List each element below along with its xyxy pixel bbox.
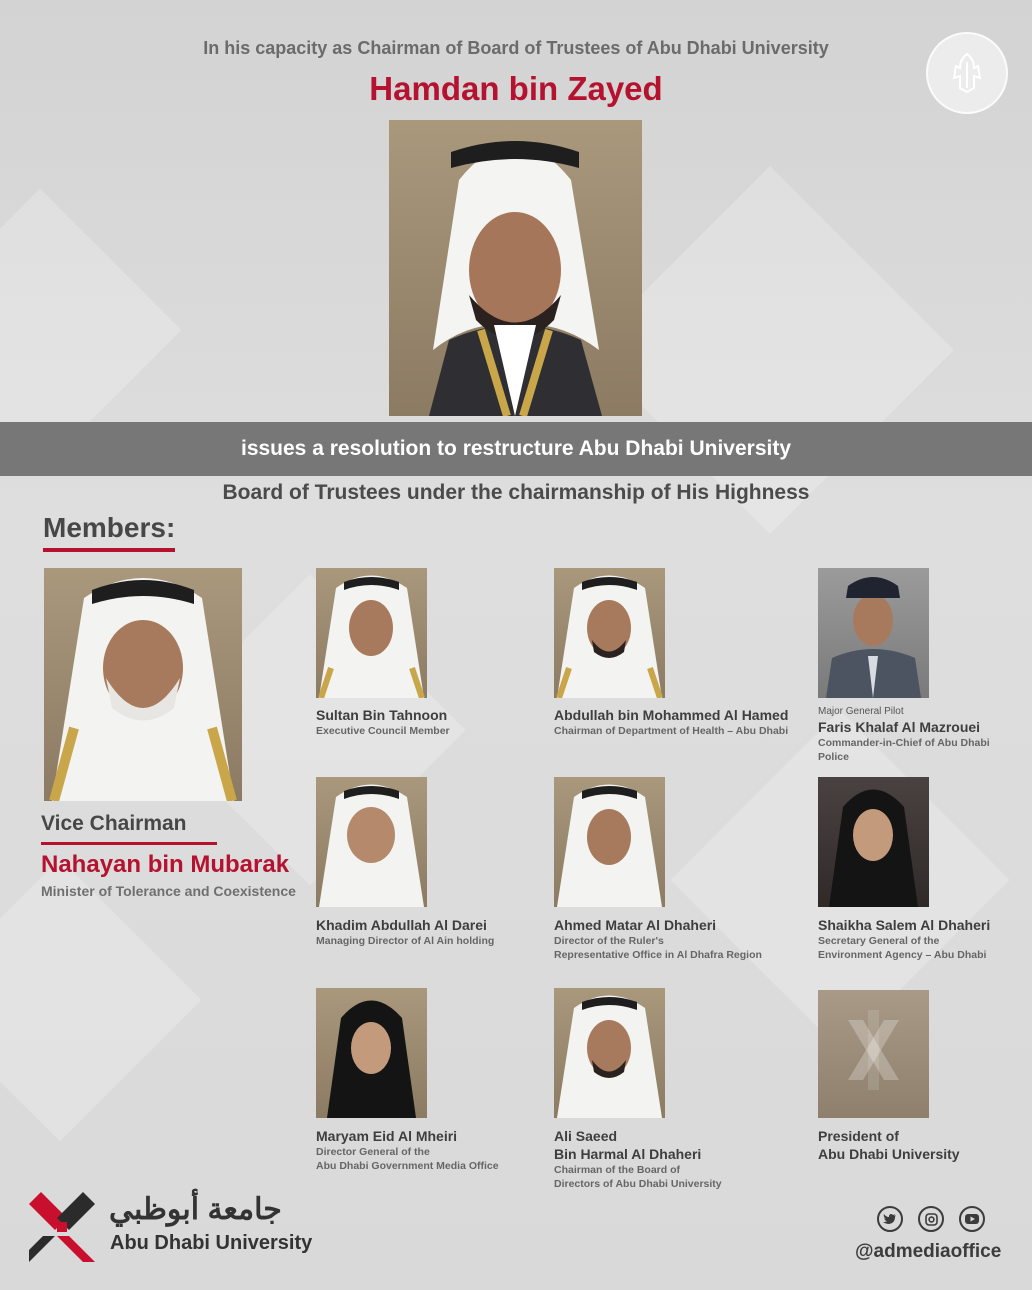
- board-subtitle: Board of Trustees under the chairmanship of His Highness: [222, 481, 810, 504]
- member-name: Faris Khalaf Al Mazrouei: [818, 719, 981, 735]
- vice-chairman-role: Vice Chairman: [41, 812, 187, 835]
- adu-logo-icon: [27, 1192, 97, 1262]
- social-handle[interactable]: @admediaoffice: [855, 1241, 1002, 1262]
- member-name: Maryam Eid Al Mheiri: [316, 1128, 458, 1144]
- member-info: [554, 1127, 754, 1191]
- member-photo: [818, 568, 929, 698]
- member-info: [554, 706, 794, 738]
- vice-chairman-name: Nahayan bin Mubarak: [41, 851, 290, 878]
- resolution-banner: issues a resolution to restructure Abu Dhabi University: [0, 422, 1032, 476]
- member-title: Director of the Ruler's Representative Office in Al Dhafra Region: [554, 935, 762, 961]
- member-title: Secretary General of the Environment Agency – Abu Dhabi: [818, 935, 987, 961]
- member-title: Managing Director of Al Ain holding: [316, 935, 495, 947]
- member-photo: [554, 777, 665, 907]
- placeholder-logo-icon: [818, 990, 929, 1118]
- member-info: [316, 1127, 516, 1173]
- member-title: Chairman of the Board of Directors of Abu Dhabi University: [554, 1164, 722, 1190]
- member-photo: [316, 777, 427, 907]
- instagram-icon[interactable]: [918, 1206, 944, 1232]
- chairman-photo: [389, 120, 642, 416]
- background-diamond: [0, 859, 201, 1142]
- vice-chairman-title: Minister of Tolerance and Coexistence: [41, 883, 296, 899]
- member-photo: [818, 777, 929, 907]
- member-info: [818, 705, 1023, 764]
- youtube-icon[interactable]: [959, 1206, 985, 1232]
- member-name: President of Abu Dhabi University: [818, 1128, 960, 1162]
- member-photo: [554, 568, 665, 698]
- member-info: [316, 706, 526, 738]
- member-photo: [316, 568, 427, 698]
- member-name: Sultan Bin Tahnoon: [316, 707, 448, 723]
- vice-chairman-photo: [44, 568, 242, 801]
- uae-emblem-icon: [926, 32, 1008, 114]
- member-info: [818, 916, 1023, 962]
- member-photo: [554, 988, 665, 1118]
- member-title: Chairman of Department of Health – Abu Dhabi: [554, 725, 789, 737]
- member-title: Commander-in-Chief of Abu Dhabi Police: [818, 737, 990, 763]
- chairman-name: Hamdan bin Zayed: [369, 70, 663, 107]
- member-name: Shaikha Salem Al Dhaheri: [818, 917, 991, 933]
- member-name: Khadim Abdullah Al Darei: [316, 917, 487, 933]
- logo-arabic-text: جامعة أبوظبي: [109, 1193, 282, 1226]
- member-info: [818, 1127, 1023, 1163]
- member-photo: [316, 988, 427, 1118]
- member-info: [316, 916, 526, 948]
- member-prefix: Major General Pilot: [818, 706, 904, 717]
- member-title: Director General of the Abu Dhabi Government Media Office: [316, 1146, 499, 1172]
- vice-chairman-underline: [41, 842, 217, 845]
- member-info: [554, 916, 794, 962]
- member-name: Ahmed Matar Al Dhaheri: [554, 917, 717, 933]
- member-title: Executive Council Member: [316, 725, 450, 737]
- member-name: Ali Saeed Bin Harmal Al Dhaheri: [554, 1128, 702, 1162]
- university-logo: [27, 1192, 317, 1262]
- member-name: Abdullah bin Mohammed Al Hamed: [554, 707, 789, 723]
- logo-english-text: Abu Dhabi University: [110, 1232, 313, 1254]
- social-links: [874, 1206, 994, 1236]
- twitter-icon[interactable]: [877, 1206, 903, 1232]
- members-heading: Members:: [43, 512, 175, 552]
- capacity-line: In his capacity as Chairman of Board of Trustees of Abu Dhabi University: [203, 38, 829, 58]
